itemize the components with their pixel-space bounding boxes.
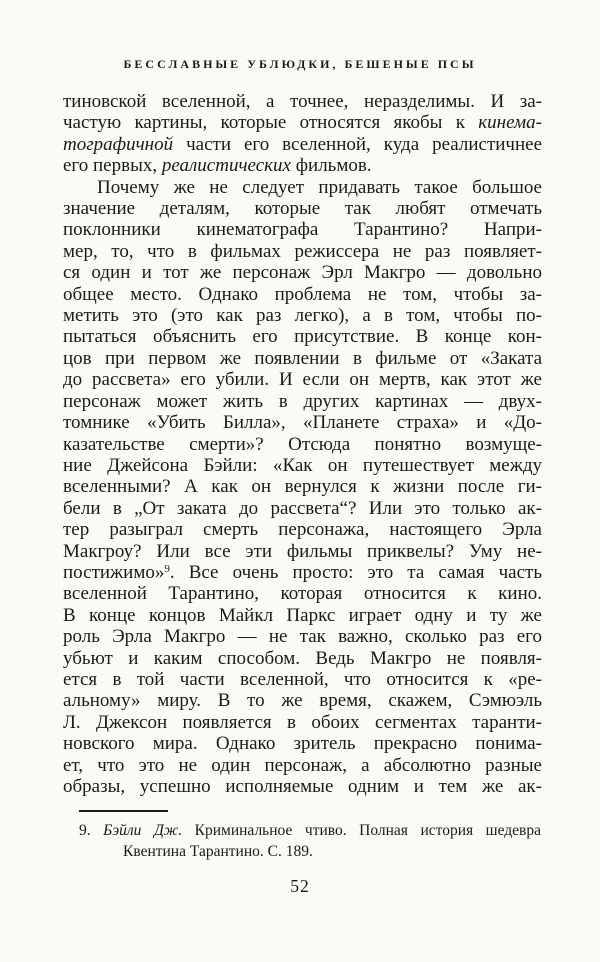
text-line: [63, 690, 542, 711]
text-segment: томнике «Убить Билла», «Планете страха» и «До-: [63, 412, 542, 434]
text-segment: ется в той части вселенной, что относится к «ре-: [63, 668, 542, 690]
text-line: [63, 455, 542, 476]
text-segment: Бэйли Дж.: [103, 822, 183, 839]
text-line: [63, 112, 542, 133]
text-line: [63, 348, 542, 369]
text-segment: убьют и каким способом. Ведь Макгро не появля-: [63, 647, 542, 669]
text-segment: значение деталям, которые так любят отмечать: [63, 198, 542, 220]
text-line: [63, 391, 542, 412]
footnote-ref: 9: [164, 562, 170, 575]
text-line: [63, 562, 542, 583]
text-line: [63, 134, 542, 155]
text-line: [63, 669, 542, 690]
text-segment: общее место. Однако проблема не том, чтобы за-: [63, 283, 542, 305]
text-line: [63, 583, 542, 604]
text-segment: цов при первом же появлении в фильме от «Заката: [63, 347, 542, 369]
text-segment: ся один и тот же персонаж Эрл Макгро — довольно: [63, 262, 542, 284]
text-line: [79, 842, 541, 863]
text-segment: ет, что это не один персонаж, а абсолютно разные: [63, 754, 542, 776]
text-segment: В конце концов Майкл Паркс играет одну и ту же: [63, 604, 542, 626]
text-segment: метить это (это как раз легко), а в том, чтобы по-: [63, 305, 542, 327]
text-line: [63, 776, 542, 797]
text-line: [63, 712, 542, 733]
text-line: [63, 648, 542, 669]
text-line: [63, 412, 542, 433]
text-segment: Макгроу? Или все эти фильмы приквелы? Уму не-: [63, 540, 542, 562]
text-line: [63, 605, 542, 626]
text-line: [63, 284, 542, 305]
text-line: [63, 91, 542, 112]
text-segment: новского мира. Однако зритель прекрасно понима-: [63, 733, 542, 755]
text-line: [63, 476, 542, 497]
text-line: [63, 305, 542, 326]
footnote-separator-rule: [79, 810, 168, 812]
text-segment: мер, то, что в фильмах режиссера не раз появляет-: [63, 240, 542, 262]
text-line: [63, 626, 542, 647]
text-segment: вселенными? А как он вернулся к жизни после ги-: [63, 476, 542, 498]
text-segment: до рассвета» его убили. И если он мертв, как этот же: [63, 369, 542, 391]
page-number: 52: [290, 876, 310, 896]
text-line: [63, 198, 542, 219]
footnote: [79, 821, 541, 862]
text-segment: реалистических: [161, 155, 291, 177]
text-segment: Криминальное чтиво. Полная история шедевра: [182, 822, 541, 839]
text-segment: частую картины, которые относятся якобы к: [63, 112, 479, 134]
text-segment: Почему же не следует придавать такое большое: [97, 176, 542, 198]
body-text: [63, 91, 542, 797]
text-segment: тиновской вселенной, а точнее, неразделимы. И за-: [63, 91, 542, 112]
text-segment: бели в „От заката до рассвета“? Или это только ак-: [63, 497, 542, 519]
text-segment: 9.: [79, 822, 104, 839]
text-segment: его первых,: [63, 155, 162, 177]
running-title: БЕССЛАВНЫЕ УБЛЮДКИ, БЕШЕНЫЕ ПСЫ: [123, 57, 477, 71]
text-segment: поклонники кинематографа Тарантино? Напри-: [63, 219, 542, 241]
text-segment: постижимо»: [63, 561, 165, 583]
text-segment: фильмов.: [290, 155, 372, 177]
text-segment: . Все очень просто: это та самая часть: [169, 561, 542, 583]
text-segment: персонаж может жить в других картинах — двух-: [63, 390, 542, 412]
text-line: [63, 369, 542, 390]
text-segment: ние Джейсона Бэйли: «Как он путешествует между: [63, 454, 542, 476]
text-line: [63, 498, 542, 519]
text-line: [63, 519, 542, 540]
text-line: [63, 262, 542, 283]
text-line: [63, 219, 542, 240]
text-segment: альному» миру. В то же время, скажем, Сэмюэль: [63, 690, 542, 712]
text-line: [63, 155, 542, 176]
text-line: [63, 177, 542, 198]
text-line: [63, 733, 542, 754]
text-segment: пытаться объяснить его присутствие. В конце кон-: [63, 326, 542, 348]
text-line: [63, 541, 542, 562]
text-segment: тографичной: [63, 133, 174, 155]
text-line: [79, 821, 541, 842]
text-segment: Л. Джексон появляется в обоих сегментах таранти-: [63, 711, 542, 733]
text-segment: тер разыграл смерть персонажа, настоящего Эрла: [63, 519, 542, 541]
text-line: [63, 434, 542, 455]
text-segment: кинема-: [478, 112, 542, 134]
text-segment: Квентина Тарантино. С. 189.: [123, 842, 313, 860]
text-segment: роль Эрла Макгро — не так важно, сколько раз его: [63, 626, 542, 648]
text-segment: казательстве смерти»? Отсюда понятно возмуще-: [63, 433, 542, 455]
text-line: [63, 326, 542, 347]
text-line: [63, 241, 542, 262]
text-line: [63, 755, 542, 776]
text-segment: части его вселенной, куда реалистичнее: [173, 133, 542, 155]
text-segment: вселенной Тарантино, которая относится к кино.: [63, 583, 542, 605]
text-segment: образы, успешно исполняемые одним и тем же ак-: [63, 776, 542, 797]
